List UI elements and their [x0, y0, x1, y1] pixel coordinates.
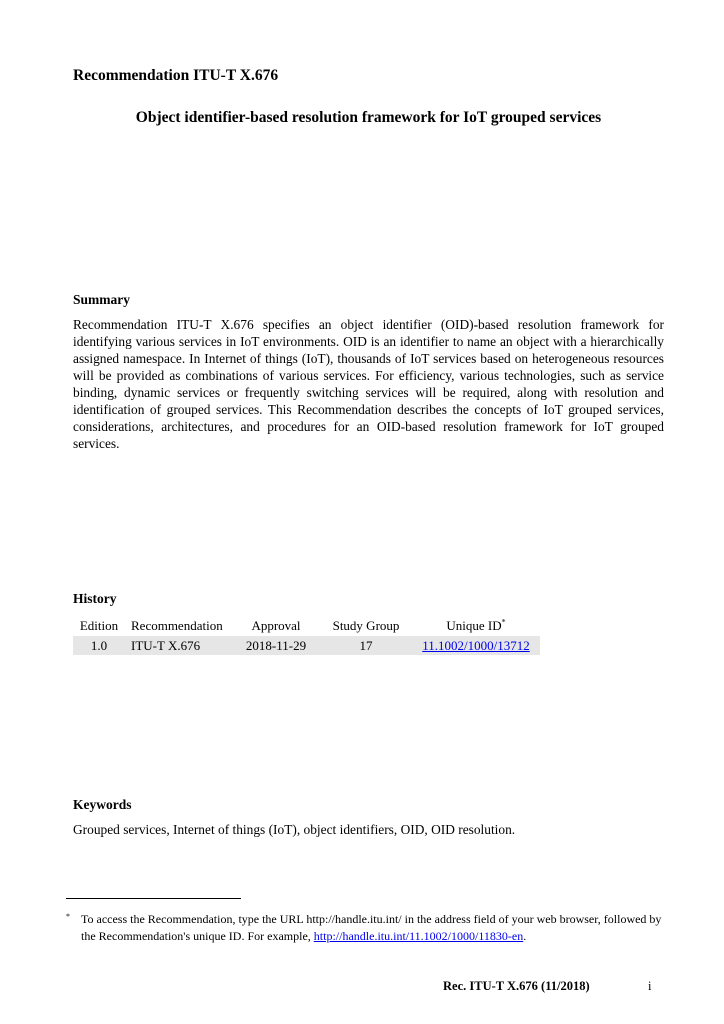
footnote-mark: * — [66, 912, 70, 921]
column-header-recommendation: Recommendation — [131, 618, 223, 633]
cell-recommendation: ITU-T X.676 — [125, 636, 232, 655]
footnote-text-end: . — [523, 929, 527, 943]
cell-edition: 1.0 — [73, 636, 125, 655]
column-header-approval: Approval — [251, 618, 301, 633]
history-heading: History — [73, 591, 117, 606]
keywords-heading: Keywords — [73, 797, 132, 812]
table-row — [73, 636, 540, 655]
footnote-body — [81, 911, 666, 945]
unique-id-link[interactable]: 11.1002/1000/13712 — [422, 637, 530, 653]
cell-study-group: 17 — [320, 636, 412, 655]
page-number: i — [648, 979, 652, 993]
column-header-unique-id — [412, 616, 540, 636]
unique-id-label: Unique ID — [446, 618, 502, 633]
footer-reference: Rec. ITU-T X.676 (11/2018) — [443, 979, 590, 993]
summary-heading: Summary — [73, 292, 130, 307]
cell-approval: 2018-11-29 — [232, 636, 320, 655]
column-header-study-group: Study Group — [332, 618, 400, 633]
history-table — [73, 616, 540, 655]
document-title: Object identifier-based resolution framework for IoT grouped services — [135, 109, 602, 126]
keywords-text: Grouped services, Internet of things (IoT), object identifiers, OID, OID resolution. — [73, 822, 516, 837]
footnote-example-link[interactable]: http://handle.itu.int/11.1002/1000/11830-en — [313, 929, 524, 943]
footnote-reference-mark: * — [501, 617, 506, 627]
recommendation-number: Recommendation ITU-T X.676 — [73, 67, 279, 84]
summary-text: Recommendation ITU-T X.676 specifies an object identifier (OID)-based resolution framework for identifying various services in IoT environments. OID is an identifier to name an object with a hierarchically assigned namespace. In Internet of things (IoT), thousands of IoT services based on heterogeneous resources will be provided as combinations of various services. For efficiency, various technologies, such as service binding, dynamic services or frequently switching services will be required, along with resolution and identification of grouped services. This Recommendation describes the concepts of IoT grouped services, considerations, architectures, and procedures for an OID-based resolution framework for IoT grouped services. — [73, 317, 664, 451]
footnote-divider — [66, 898, 241, 899]
column-header-edition: Edition — [79, 618, 119, 633]
cell-unique-id — [412, 636, 540, 655]
footnote-text: To access the Recommendation, type the URL http://handle.itu.int/ in the address field of your web browser, followed by the Recommendation's unique ID. For example, — [81, 912, 662, 943]
footnote — [66, 911, 666, 945]
history-header-row — [73, 616, 540, 636]
